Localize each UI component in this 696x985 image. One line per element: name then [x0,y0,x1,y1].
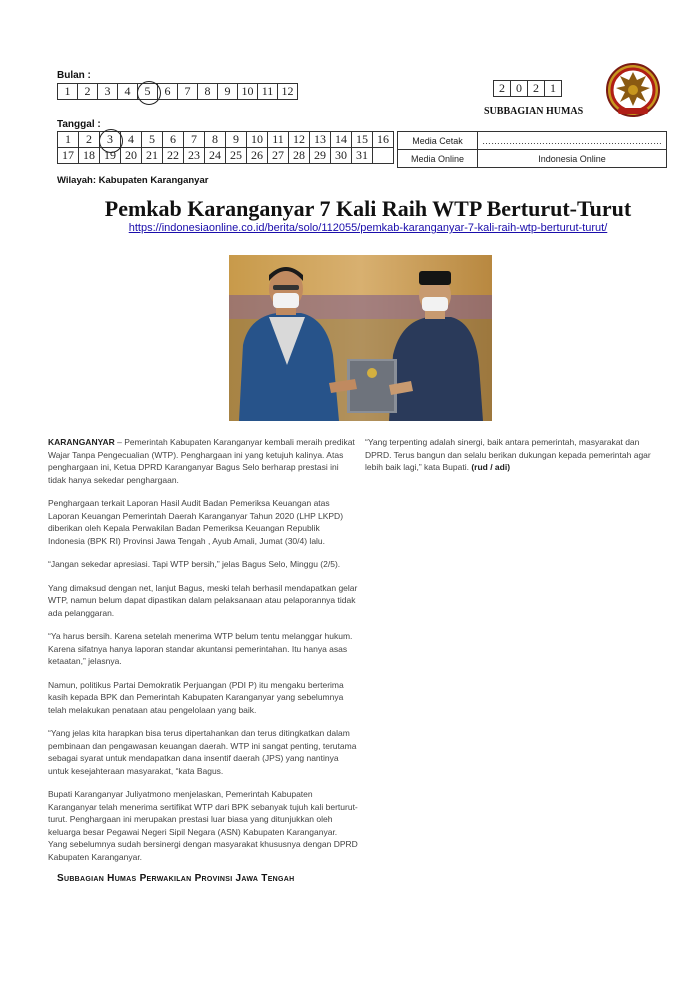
day-cell-28: 28 [289,148,310,164]
day-cell-15: 15 [352,132,373,148]
year-digit-1: 1 [545,81,562,97]
paragraph-1 [48,436,358,486]
article-right-column [365,436,665,485]
month-cell-1: 1 [58,84,78,100]
paragraph-6: Namun, politikus Partai Demokratik Perjuangan (PDI P) itu mengaku berterima kasih kepada BPK dan Pemerintah Kabupaten Karanganyar yang sebelumnya telah melakukan penataan atau pengelolaan yang baik. [48,679,344,715]
day-cell-4: 4 [121,132,142,148]
day-cell-24: 24 [205,148,226,164]
month-cell-11: 11 [258,84,278,100]
year-digit-2: 2 [528,81,545,97]
credit: (rud / adi) [471,462,511,472]
month-cell-8: 8 [198,84,218,100]
year-digit-2: 2 [494,81,511,97]
month-cell-6: 6 [158,84,178,100]
day-cell-16: 16 [373,132,394,148]
day-cell-5: 5 [142,132,163,148]
bpk-emblem-icon [604,62,662,118]
day-cell-13: 13 [310,132,331,148]
day-cell-8: 8 [205,132,226,148]
day-grid [57,131,394,164]
media-online-value: Indonesia Online [478,150,667,168]
media-cetak-label: Media Cetak [398,132,478,150]
article-title: Pemkab Karanganyar 7 Kali Raih WTP Berturut-Turut [104,196,632,221]
day-cell-17: 17 [58,148,79,164]
day-cell-14: 14 [331,132,352,148]
paragraph-1-text: – Pemerintah Kabupaten Karanganyar kembali meraih predikat Wajar Tanpa Pengecualian (WTP). Penghargaan ini yang ketujuh kalinya. Atas penghargaan ini, Ketua DPRD Karanganyar Bagus Selo berharap prestasi ini tidak hanya sekedar penghargaan. [48,437,355,485]
month-cell-7: 7 [178,84,198,100]
month-cell-4: 4 [118,84,138,100]
footer-label: Subbagian Humas Perwakilan Provinsi Jawa Tengah [57,873,295,884]
day-cell-30: 30 [331,148,352,164]
paragraph-8: Bupati Karanganyar Juliyatmono menjelaskan, Pemerintah Kabupaten Karanganyar telah menerima sertifikat WTP dari BPK sebanyak tujuh kali berturut-turut. Penghargaan ini merupakan prestasi luar biasa yang ditunjukkan oleh keluarga besar Pegawai Negeri Sipil Negara (ASN) Kabupaten Karanganyar. Yang sebelumnya sudah bersinergi dengan masyarakat khususnya dengan DPRD Kabupaten Karanganyar. [48,789,358,862]
bulan-label: Bulan : [57,70,91,81]
article-url[interactable]: https://indonesiaonline.co.id/berita/solo/112055/pemkab-karanganyar-7-kali-raih-wtp-berturut-turut/ [128,222,608,234]
day-cell-3: 3 [100,132,121,148]
day-cell-7: 7 [184,132,205,148]
article-photo [229,255,492,421]
paragraph-3: “Jangan sekedar apresiasi. Tapi WTP bersih,” jelas Bagus Selo, Minggu (2/5). [48,559,341,569]
tanggal-label: Tanggal : [57,119,101,130]
month-cell-9: 9 [218,84,238,100]
month-cell-12: 12 [278,84,298,100]
paragraph-9-text: “Yang terpenting adalah sinergi, baik antara pemerintah, masyarakat dan DPRD. Terus bangun dan selalu berikan dukungan kepada pemerintah agar lebih baik lagi,” kata Bupati. [365,437,651,472]
day-cell-19: 19 [100,148,121,164]
wilayah-label: Wilayah: Kabupaten Karanganyar [57,175,209,186]
day-cell-18: 18 [79,148,100,164]
day-cell-6: 6 [163,132,184,148]
media-online-label: Media Online [398,150,478,168]
day-cell-27: 27 [268,148,289,164]
paragraph-4: Yang dimaksud dengan net, lanjut Bagus, meski telah berhasil mendapatkan gelar WTP, namun belum dapat dipastikan dalam pelaksanaan atau pelaporannya tidak ada pelanggaran. [48,582,358,618]
month-grid [57,83,298,100]
paragraph-2: Penghargaan terkait Laporan Hasil Audit Badan Pemeriksa Keuangan atas Laporan Keuangan Pemerintah Daerah Karanganyar Tahun 2020 (LHP LKPD) diberikan oleh Kepala Perwakilan Badan Pemeriksa Keuangan Republik Indonesia (BPK RI) Provinsi Jawa Tengah , Ayub Amali, Jumat (30/4) lalu. [48,498,344,546]
day-cell-26: 26 [247,148,268,164]
day-cell-22: 22 [163,148,184,164]
month-cell-10: 10 [238,84,258,100]
day-cell-11: 11 [268,132,289,148]
paragraph-9 [365,436,665,474]
day-cell-29: 29 [310,148,331,164]
day-cell-1: 1 [58,132,79,148]
month-cell-3: 3 [98,84,118,100]
day-cell-2: 2 [79,132,100,148]
year-grid [493,80,562,97]
year-digit-0: 0 [511,81,528,97]
day-cell-31: 31 [352,148,373,164]
day-cell-25: 25 [226,148,247,164]
day-cell-9: 9 [226,132,247,148]
media-cetak-value: …………………………………………………… [478,132,667,150]
paragraph-7: “Yang jelas kita harapkan bisa terus dipertahankan dan terus ditingkatkan dalam pembinaan dan pengawasan keuangan daerah. WTP ini sangat penting, terutama sebagai syarat untuk mendapatkan dana insentif daerah (JPS) yang nantinya untuk kesejahteraan masyarakat, “kata Bagus. [48,728,357,776]
media-table [397,131,667,168]
unit-label: SUBBAGIAN HUMAS [484,106,584,117]
day-cell-23: 23 [184,148,205,164]
day-cell-12: 12 [289,132,310,148]
day-cell-20: 20 [121,148,142,164]
day-cell-empty [373,148,394,164]
dateline: KARANGANYAR [48,437,115,447]
day-cell-10: 10 [247,132,268,148]
month-cell-2: 2 [78,84,98,100]
paragraph-5: “Ya harus bersih. Karena setelah menerima WTP belum tentu melanggar hukum. Karena sifatnya hanya laporan standar akuntansi pemerintahan. Itu hanya asas ketaatan,” jelasnya. [48,631,353,666]
article-left-column [48,436,358,874]
day-cell-21: 21 [142,148,163,164]
month-cell-5: 5 [138,84,158,100]
